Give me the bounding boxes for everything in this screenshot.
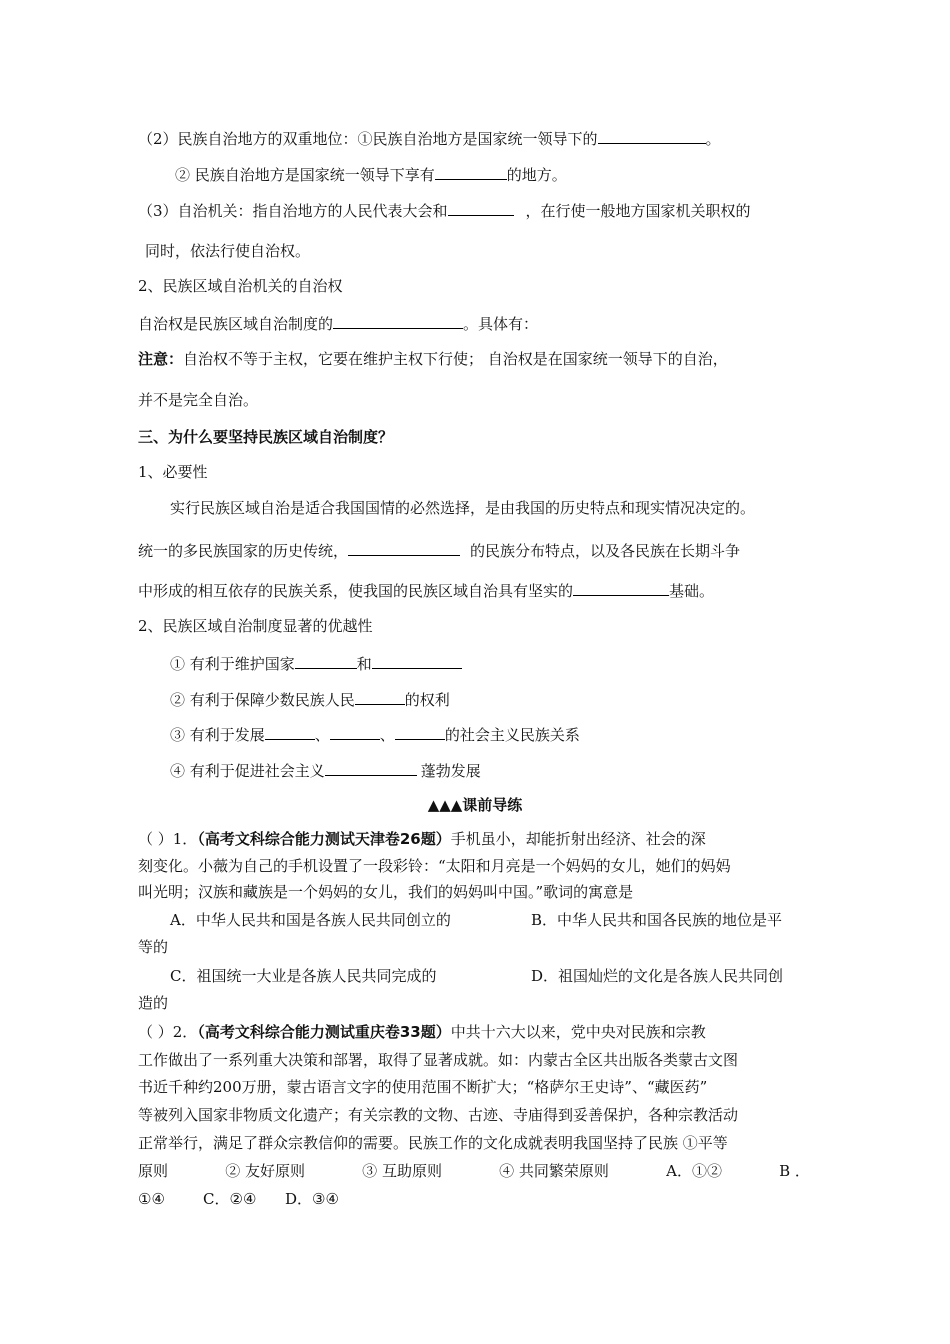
item2b-text: ② 民族自治地方是国家统一领导下享有 <box>175 166 435 184</box>
superiority-item-2 <box>170 689 450 710</box>
q2-item: ② 友好原则 <box>225 1162 305 1180</box>
note-cont: 并不是完全自治。 <box>138 391 259 409</box>
q2-line2: 工作做出了一系列重大决策和部署，取得了显著成就。如：内蒙古全区共出版各类蒙古文图 <box>138 1051 739 1069</box>
item2-suffix: 。 <box>705 130 721 148</box>
question-source: （高考文科综合能力测试重庆卷33题） <box>197 1023 451 1041</box>
superiority-text: 的社会主义民族关系 <box>444 726 580 744</box>
superiority-text: ③ 有利于发展 <box>170 726 265 744</box>
q2-line7: ①④ C．②④ D．③④ <box>138 1190 339 1208</box>
necessity-heading: 1、必要性 <box>138 463 208 481</box>
q1-option-d[interactable]: D．祖国灿烂的文化是各族人民共同创 <box>531 967 784 985</box>
q2-option-a[interactable]: A．①② <box>666 1162 722 1180</box>
fill-blank[interactable] <box>573 580 669 596</box>
fill-blank[interactable] <box>330 724 380 740</box>
separator: 、 <box>379 726 395 744</box>
superiority-item-1 <box>170 653 462 674</box>
separator: 、 <box>314 726 330 744</box>
necessity-text: 中形成的相互依存的民族关系，使我国的民族区域自治具有坚实的 <box>138 582 574 600</box>
item2b-line <box>175 164 567 185</box>
q1-line2: 刻变化。小薇为自己的手机设置了一段彩铃：“太阳和月亮是一个妈妈的女儿，她们的妈妈 <box>138 857 731 875</box>
heading-autonomy: 2、民族区域自治机关的自治权 <box>138 277 343 295</box>
section-three-title: 三、为什么要坚持民族区域自治制度？ <box>138 428 394 446</box>
item3-cont: 同时，依法行使自治权。 <box>145 242 311 260</box>
q2-item: ④ 共同繁荣原则 <box>499 1162 609 1180</box>
fill-blank[interactable] <box>325 760 417 776</box>
superiority-text: 蓬勃发展 <box>420 762 481 780</box>
answer-paren[interactable]: （ ）2． <box>138 1023 198 1041</box>
superiority-text: ② 有利于保障少数民族人民 <box>170 691 355 709</box>
q1-option-b[interactable]: B．中华人民共和国各民族的地位是平 <box>531 911 783 929</box>
fill-blank[interactable] <box>448 200 514 216</box>
fill-blank[interactable] <box>295 653 357 669</box>
fill-blank[interactable] <box>435 164 507 180</box>
fill-blank[interactable] <box>395 724 445 740</box>
note-line <box>138 349 728 369</box>
autonomy-line <box>138 313 538 334</box>
item3-text: （3）自治机关：指自治地方的人民代表大会和 <box>138 202 448 220</box>
necessity-text: 统一的多民族国家的历史传统， <box>138 542 349 560</box>
q1-line1 <box>138 829 706 849</box>
fill-blank[interactable] <box>372 653 462 669</box>
q1-option-c[interactable]: C．祖国统一大业是各族人民共同完成的 <box>170 967 437 985</box>
fill-blank[interactable] <box>355 689 405 705</box>
answer-paren[interactable]: （ ）1． <box>138 830 198 848</box>
item3-suffix: ，在行使一般地方国家机关职权的 <box>525 202 751 220</box>
question-text: 手机虽小，却能折射出经济、社会的深 <box>450 830 706 848</box>
item2-text: （2）民族自治地方的双重地位：①民族自治地方是国家统一领导下的 <box>138 130 598 148</box>
necessity-line2 <box>138 540 740 561</box>
fill-blank[interactable] <box>598 128 706 144</box>
q1-option-d-cont: 造的 <box>138 994 169 1012</box>
fill-blank[interactable] <box>348 540 460 556</box>
fill-blank[interactable] <box>333 313 463 329</box>
q2-line4: 等被列入国家非物质文化遗产；有关宗教的文物、古迹、寺庙得到妥善保护，各种宗教活动 <box>138 1106 739 1124</box>
q1-option-a[interactable]: A．中华人民共和国是各族人民共同创立的 <box>170 911 451 929</box>
question-text: 中共十六大以来，党中央对民族和宗教 <box>450 1023 706 1041</box>
q2-option-b[interactable]: B ． <box>779 1162 810 1180</box>
superiority-item-4 <box>170 760 481 781</box>
necessity-text: 基础。 <box>669 582 715 600</box>
q1-line3: 叫光明；汉族和藏族是一个妈妈的女儿，我们的妈妈叫中国。”歌词的寓意是 <box>138 883 634 901</box>
q1-option-b-cont: 等的 <box>138 938 169 956</box>
question-source: （高考文科综合能力测试天津卷26题） <box>197 830 451 848</box>
autonomy-suffix: 。具体有： <box>463 315 539 333</box>
fill-blank[interactable] <box>265 724 315 740</box>
autonomy-text: 自治权是民族区域自治制度的 <box>138 315 334 333</box>
necessity-text: 的民族分布特点，以及各民族在长期斗争 <box>470 542 741 560</box>
necessity-line3 <box>138 580 714 601</box>
q2-line1 <box>138 1022 706 1042</box>
q2-line5: 正常举行，满足了群众宗教信仰的需要。民族工作的文化成就表明我国坚持了民族 ①平等 <box>138 1134 728 1152</box>
superiority-item-3 <box>170 724 580 745</box>
exercises-title: ▲▲▲课前导练 <box>427 796 523 814</box>
q2-item: ③ 互助原则 <box>362 1162 442 1180</box>
necessity-line1: 实行民族区域自治是适合我国国情的必然选择，是由我国的历史特点和现实情况决定的。 <box>170 499 756 517</box>
superiority-text: ① 有利于维护国家 <box>170 655 295 673</box>
item3-line <box>138 200 751 221</box>
note-text: 自治权不等于主权，它要在维护主权下行使； 自治权是在国家统一领导下的自治， <box>183 350 728 368</box>
q2-line6 <box>138 1161 810 1181</box>
note-label: 注意： <box>138 350 184 368</box>
superiority-text: 和 <box>356 655 372 673</box>
item2b-suffix: 的地方。 <box>506 166 567 184</box>
superiority-heading: 2、民族区域自治制度显著的优越性 <box>138 617 373 635</box>
q2-item: 原则 <box>138 1162 169 1180</box>
superiority-text: 的权利 <box>404 691 450 709</box>
superiority-text: ④ 有利于促进社会主义 <box>170 762 325 780</box>
q2-line3: 书近千种约200万册，蒙古语言文字的使用范围不断扩大；“格萨尔王史诗”、“藏医药” <box>138 1078 708 1096</box>
item2-line <box>138 128 721 149</box>
